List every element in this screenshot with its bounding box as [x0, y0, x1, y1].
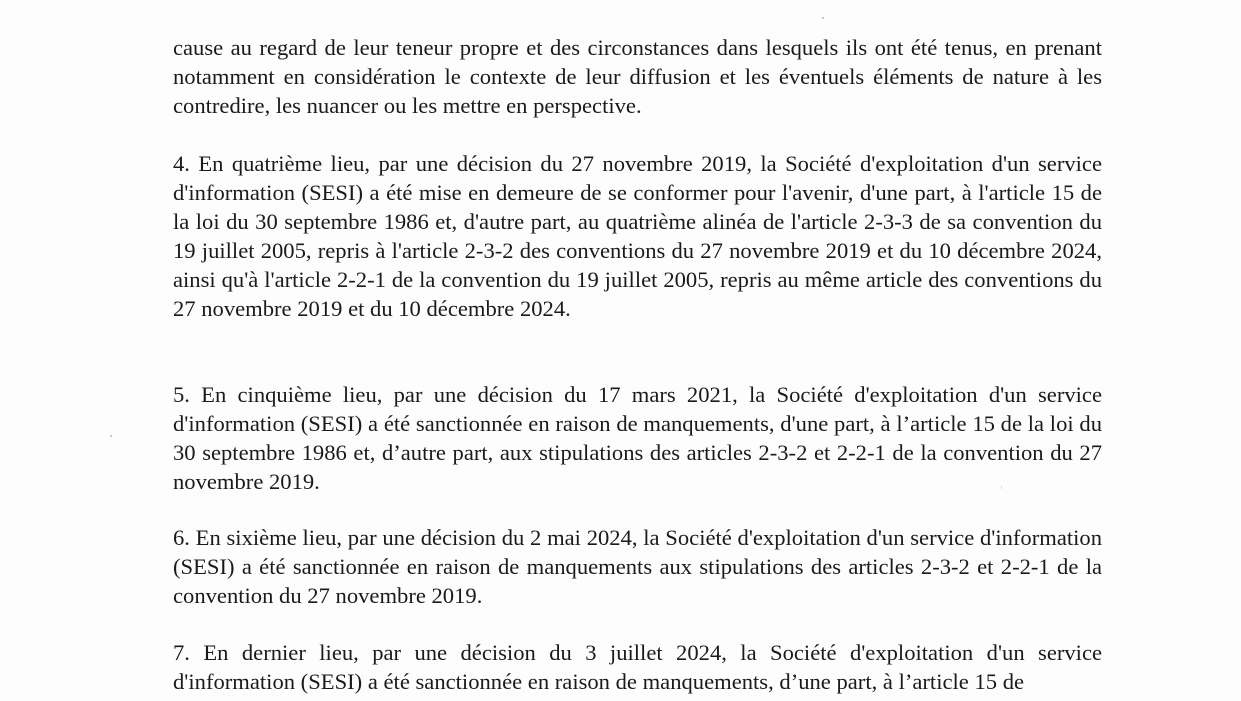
paragraph-7: 7. En dernier lieu, par une décision du 3 juillet 2024, la Société d'exploitation d'un service d'information (SESI) a été sanctionnée en raison de manquements, d’une part, à l’article 15 de: [173, 640, 1102, 694]
scan-speck: [1001, 486, 1002, 489]
paragraph-5: 5. En cinquième lieu, par une décision du 17 mars 2021, la Société d'exploitation d'un service d'information (SESI) a été sanctionnée en raison de manquements, d'une part, à l’article 15 de la loi du 30 septembre 1986 et, d’autre part, aux stipulations des articles 2-3-2 et 2-2-1 de la convention du 27 novembre 2019.: [173, 382, 1102, 494]
scan-speck: [110, 435, 112, 437]
scan-speck: [822, 17, 824, 19]
paragraph-6: 6. En sixième lieu, par une décision du 2 mai 2024, la Société d'exploitation d'un service d'information (SESI) a été sanctionnée en raison de manquements aux stipulations des articles 2-3-2 et 2-2-1 de la convention du 27 novembre 2019.: [173, 525, 1102, 608]
paragraph-4: 4. En quatrième lieu, par une décision du 27 novembre 2019, la Société d'exploitation d'un service d'information (SESI) a été mise en demeure de se conformer pour l'avenir, d'une part, à l'article 15 de la loi du 30 septembre 1986 et, d'autre part, au quatrième alinéa de l'article 2-3-3 de sa convention du 19 juillet 2005, repris à l'article 2-3-2 des conventions du 27 novembre 2019 et du 10 décembre 2024, ainsi qu'à l'article 2-2-1 de la convention du 19 juillet 2005, repris au même article des conventions du 27 novembre 2019 et du 10 décembre 2024.: [173, 151, 1102, 321]
paragraph-continuation: cause au regard de leur teneur propre et des circonstances dans lesquels ils ont été tenus, en prenant notamment en considération le contexte de leur diffusion et les éventuels éléments de nature à les contredire, les nuancer ou les mettre en perspective.: [173, 35, 1102, 118]
